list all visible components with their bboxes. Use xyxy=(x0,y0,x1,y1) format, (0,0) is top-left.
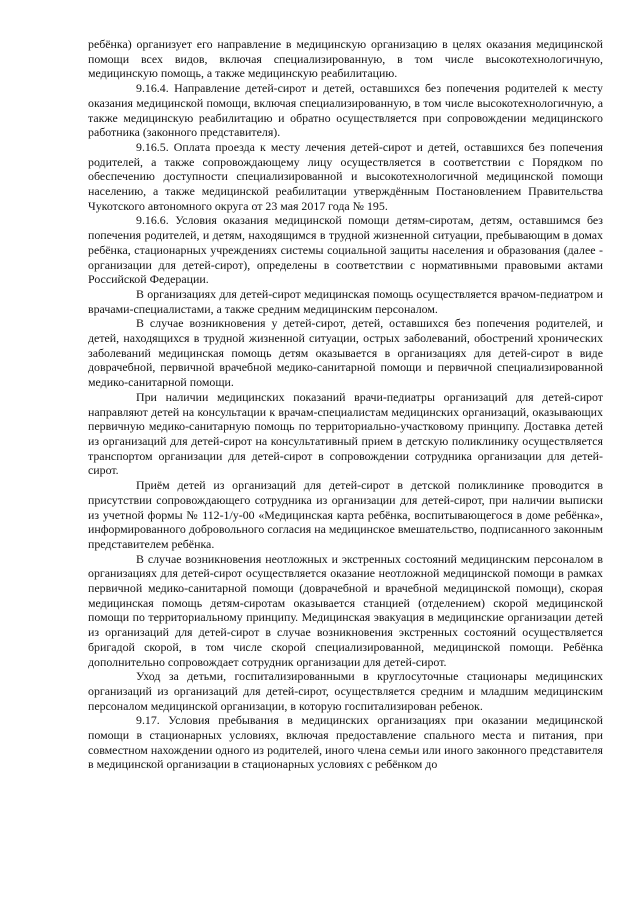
paragraph-specialist-referral: При наличии медицинских показаний врачи-педиатры организаций для детей-сирот направляют детей на консультации к врачам-специалистам медицинских организаций, оказывающих первичную медико-санитарную помощь по территориально-участковому принципу. Доставка детей из организаций для детей-сирот на консультативный прием в детскую поликлинику осуществляется транспортом организации для детей-сирот в сопровождении сотрудника организации для детей-сирот. xyxy=(88,389,603,478)
paragraph-9-16-6: 9.16.6. Условия оказания медицинской помощи детям-сиротам, детям, оставшимся без попечения родителей, и детям, находящимся в трудной жизненной ситуации, пребывающим в домах ребёнка, стационарных учреждениях системы социальной защиты населения и образования (далее - организации для детей-сирот), определены в соответствии с нормативными правовыми актами Российской Федерации. xyxy=(88,213,603,287)
paragraph-9-16-5: 9.16.5. Оплата проезда к месту лечения детей-сирот и детей, оставшихся без попечения родителей, а также сопровождающему лицу осуществляется в соответствии с Порядком по обеспечению доступности специализированной и высокотехнологичной медицинской помощи населению, а также медицинской реабилитации утверждённым Постановлением Правительства Чукотского автономного округа от 23 мая 2017 года № 195. xyxy=(88,139,603,213)
paragraph-orphan-org-care: В организациях для детей-сирот медицинская помощь осуществляется врачом-педиатром и врачами-специалистами, а также средним медицинским персоналом. xyxy=(88,286,603,316)
paragraph-9-16-4: 9.16.4. Направление детей-сирот и детей, оставшихся без попечения родителей к месту оказания медицинской помощи, включая специализированную, в том числе высокотехнологичную, а также медицинскую реабилитацию и обратно осуществляется при сопровождении медицинского работника (законного представителя). xyxy=(88,81,603,140)
paragraph-continuation: ребёнка) организует его направление в медицинскую организацию в целях оказания медицинской помощи всех видов, включая специализированную, в том числе высокотехнологичную, медицинскую помощь, а также медицинскую реабилитацию. xyxy=(88,37,603,81)
document-body xyxy=(88,37,603,772)
paragraph-emergency-care: В случае возникновения неотложных и экстренных состояний медицинским персоналом в организациях для детей-сирот осуществляется оказание неотложной медицинской помощи в рамках первичной медико-санитарной помощи (доврачебной и врачебной медицинской помощи), скорая медицинская помощь детям-сиротам оказывается станцией (отделением) скорой медицинской помощи по территориальному принципу. Медицинская эвакуация в медицинские организации детей из организаций для детей-сирот в случае возникновения экстренных состояний осуществляется бригадой скорой, в том числе скорой специализированной, медицинской помощи. Ребёнка дополнительно сопровождает сотрудник организации для детей-сирот. xyxy=(88,551,603,669)
paragraph-polyclinic-admission: Приём детей из организаций для детей-сирот в детской поликлинике проводится в присутствии сопровождающего сотрудника из организации для детей-сирот, при наличии выписки из учетной формы № 112-1/у-00 «Медицинская карта ребёнка, воспитывающегося в доме ребёнка», информированного добровольного согласия на медицинское вмешательство, подписанного законным представителем ребёнка. xyxy=(88,478,603,551)
paragraph-acute-diseases: В случае возникновения у детей-сирот, детей, оставшихся без попечения родителей, и детей, находящихся в трудной жизненной ситуации, острых заболеваний, обострений хронических заболеваний медицинская помощь детям оказывается в организациях для детей-сирот в виде доврачебной, первичной врачебной медико-санитарной помощи и первичной специализированной медико-санитарной помощи. xyxy=(88,316,603,390)
paragraph-hospital-care: Уход за детьми, госпитализированными в круглосуточные стационары медицинских организаций из организаций для детей-сирот, осуществляется средним и младшим медицинским персоналом медицинской организации, в которую госпитализирован ребенок. xyxy=(88,669,603,713)
paragraph-9-17: 9.17. Условия пребывания в медицинских организациях при оказании медицинской помощи в стационарных условиях, включая предоставление спального места и питания, при совместном нахождении одного из родителей, иного члена семьи или иного законного представителя в медицинской организации в стационарных условиях с ребёнком до xyxy=(88,713,603,772)
